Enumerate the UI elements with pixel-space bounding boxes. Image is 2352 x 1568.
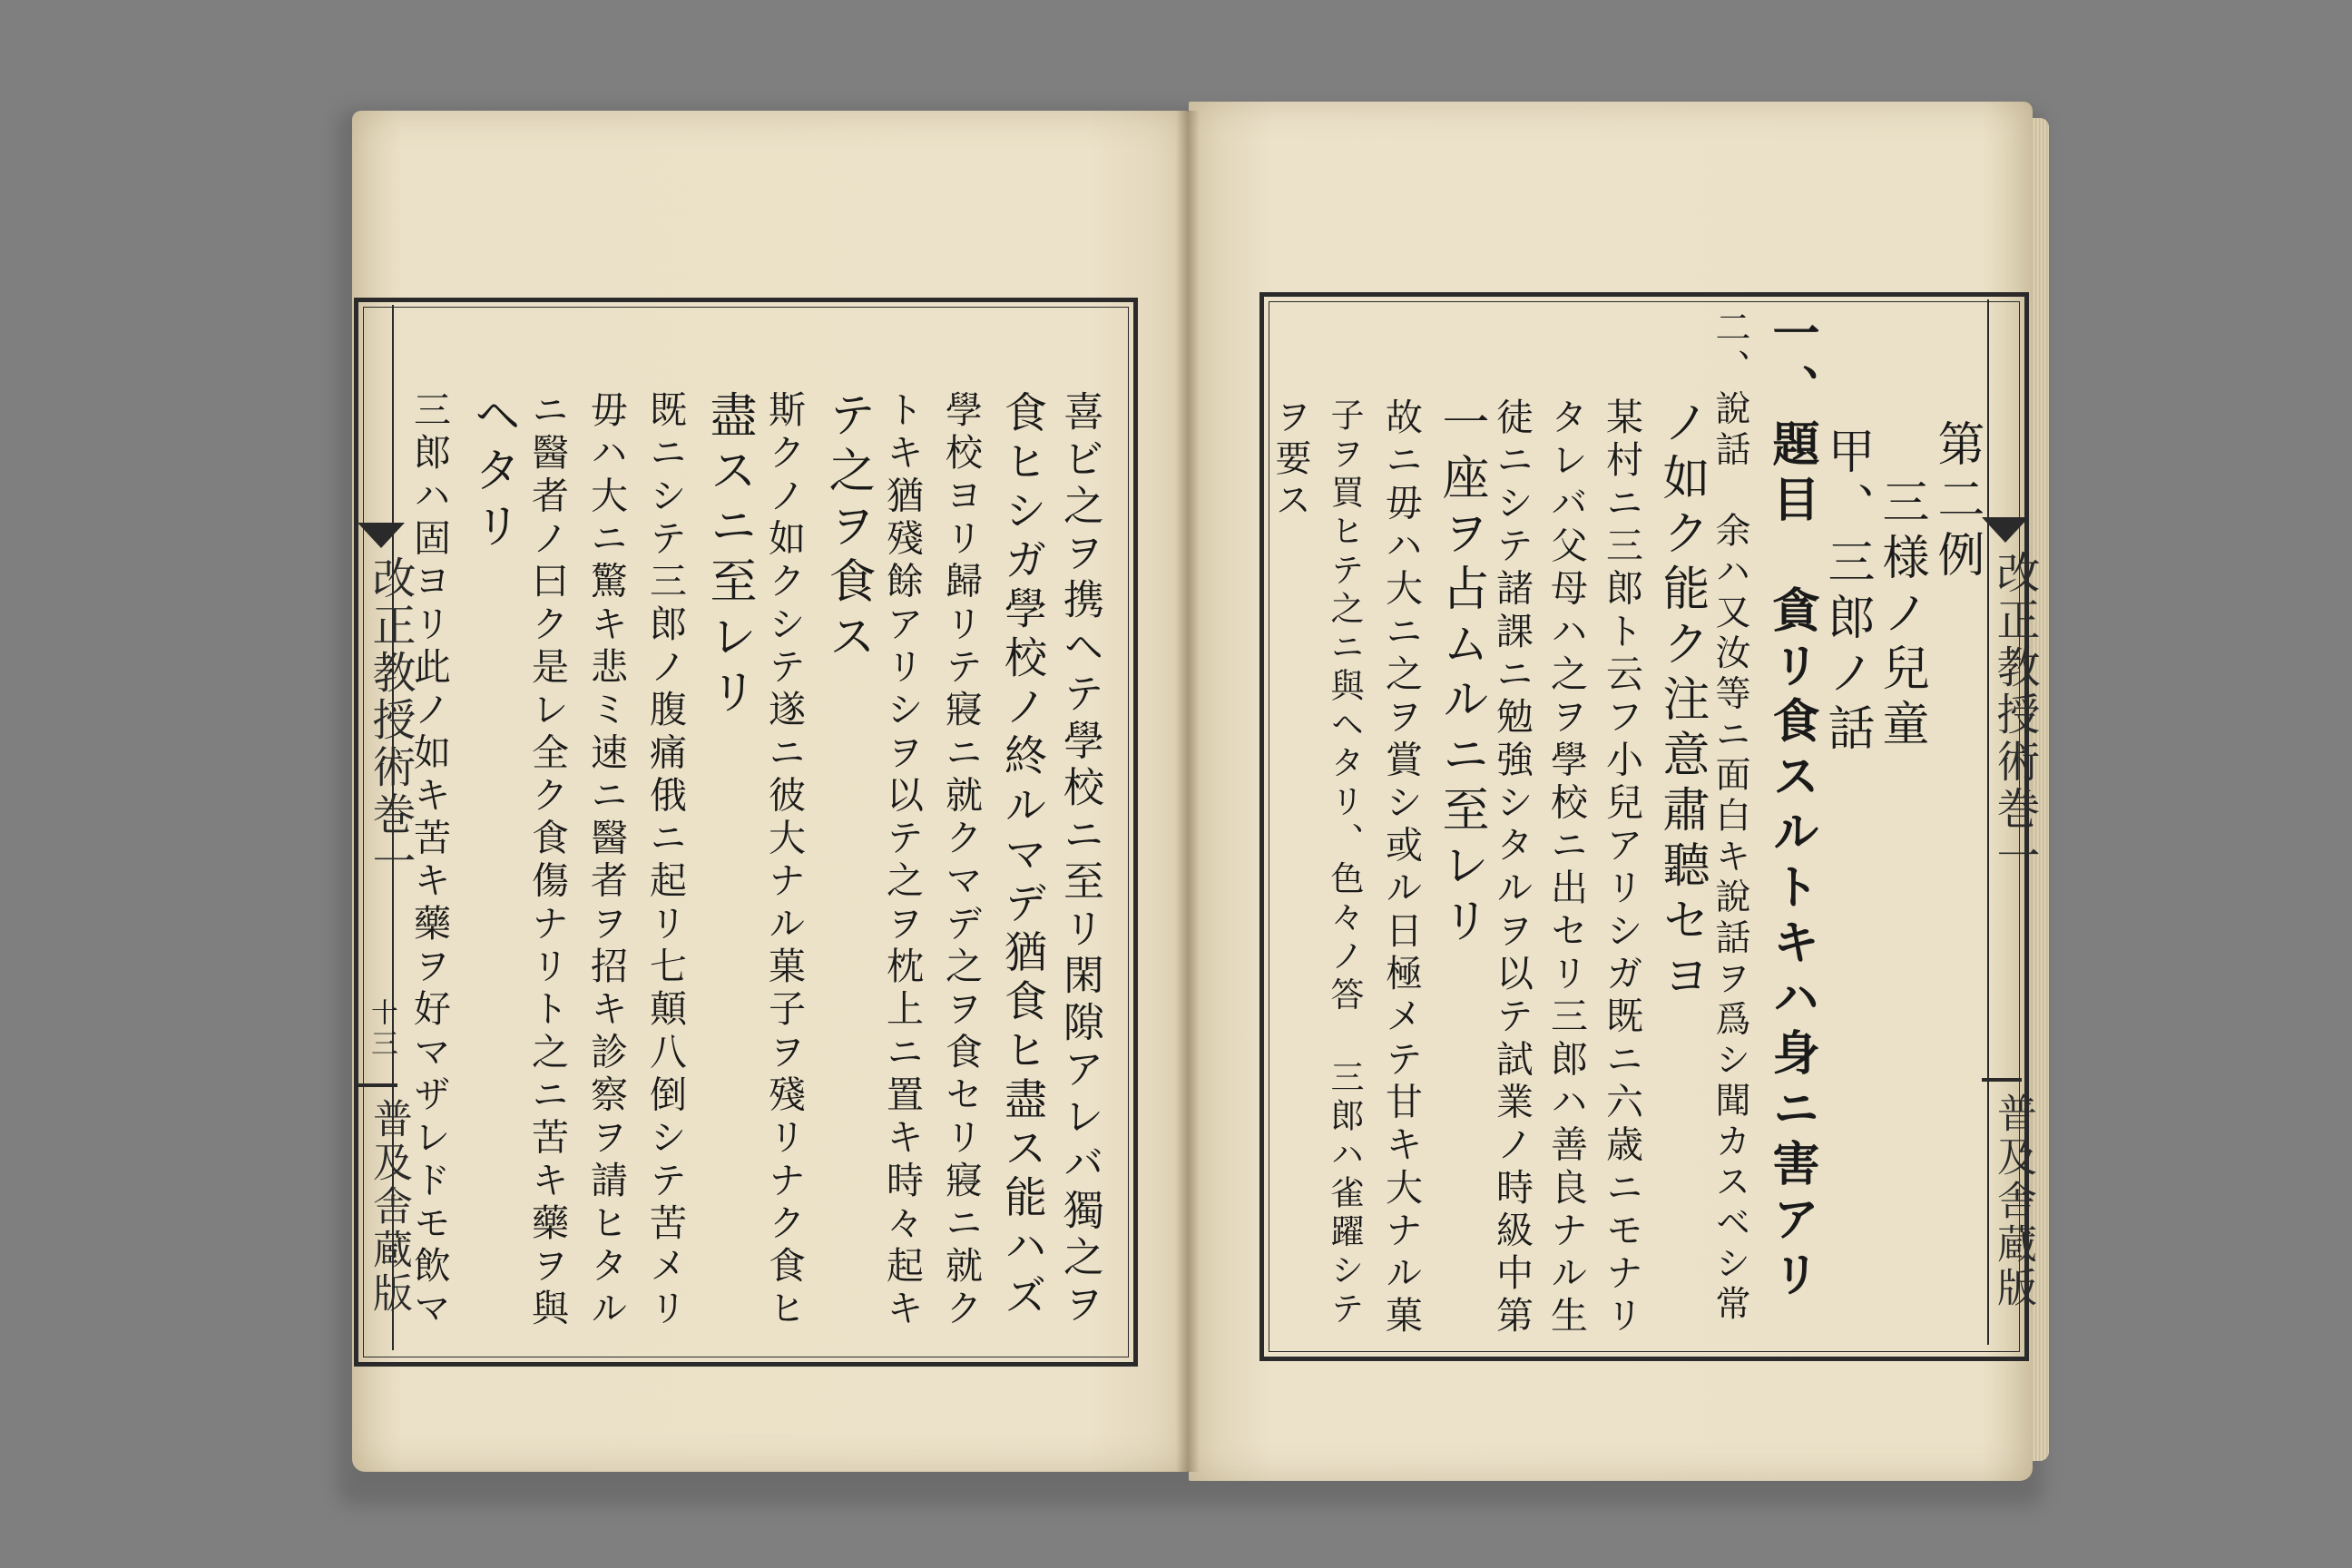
right-col-narration-1: 二、說話 余ハ又汝等ニ面白キ說話ヲ爲シ聞カスベシ常 xyxy=(1710,309,1750,1327)
right-col-topic: 一、題目 貪リ食スルトキハ身ニ害アリ xyxy=(1764,309,1819,1305)
right-col-story-title: 甲、三郎ノ話 xyxy=(1819,426,1874,759)
left-col-2: 食ヒシガ學校ノ終ルマデ猶食ヒ盡ス能ハズ xyxy=(997,390,1047,1322)
right-page-frame xyxy=(1259,292,2029,1361)
left-col-4: トキ猶殘餘アリシヲ以テ之ヲ枕上ニ置キ時々起キ xyxy=(880,390,924,1332)
right-col-narration-6: 一座ヲ占ムルニ至レリ xyxy=(1434,397,1488,951)
left-hanshin-divider xyxy=(358,1083,397,1087)
left-col-9: 毋ハ大ニ驚キ悲ミ速ニ醫者ヲ招キ診察ヲ請ヒタル xyxy=(584,390,628,1332)
left-col-11: ヘタリ xyxy=(466,390,520,556)
right-col-narration-2: ノ如ク能ク注意肅聽セヨ xyxy=(1654,397,1709,1006)
right-col-narration-5: 徒ニシテ諸課ニ勉強シタルヲ以テ試業ノ時級中第 xyxy=(1490,397,1534,1339)
right-col-narration-4: タレバ父母ハ之ヲ學校ニ出セリ三郎ハ善良ナル生 xyxy=(1544,397,1588,1339)
right-margin-title: 改正教授術巻一 xyxy=(1989,550,2040,880)
right-col-narration-7: 故ニ毋ハ大ニ之ヲ賞シ或ル日極メテ甘キ大ナル菓 xyxy=(1379,397,1423,1339)
right-col-narration-3: 某村ニ三郎ト云フ小兒アリシガ既ニ六歳ニモナリ xyxy=(1600,397,1643,1339)
right-col-narration-8: 子ヲ買ヒテ之ニ與ヘタリ、色々ノ答 三郎ハ雀躍シテ xyxy=(1325,397,1364,1330)
right-col-subtitle: 三様ノ兒童 xyxy=(1874,477,1928,754)
left-col-1: 喜ビ之ヲ携ヘテ學校ニ至リ閑隙アレバ獨之ヲ xyxy=(1056,390,1104,1329)
left-col-7: 盡スニ至レリ xyxy=(701,390,756,722)
left-folio: 十三 xyxy=(366,998,397,1060)
left-fishtail-top xyxy=(358,523,405,548)
left-col-10: ニ醫者ノ曰ク是レ全ク食傷ナリト之ニ苦キ藥ヲ與 xyxy=(525,390,569,1332)
left-col-6: 斯クノ如クシテ遂ニ彼大ナル菓子ヲ殘リナク食ヒ xyxy=(762,390,806,1332)
right-publisher: 普及舎蔵版 xyxy=(1990,1093,2036,1310)
left-publisher: 普及舎蔵版 xyxy=(366,1098,412,1316)
left-col-5: テ之ヲ食ス xyxy=(820,390,875,667)
left-col-12: 三郎ハ固ヨリ此ノ如キ苦キ藥ヲ好マザレドモ飲マ xyxy=(407,390,451,1332)
right-hanshin-divider xyxy=(1982,1078,2022,1082)
left-margin-title: 改正教授術巻一 xyxy=(365,555,416,886)
left-col-8: 既ニシテ三郎ノ腹痛俄ニ起リ七顛八倒シテ苦メリ xyxy=(643,390,687,1332)
right-col-section-title: 第二例 xyxy=(1929,419,1984,585)
right-fishtail-top xyxy=(1982,517,2029,543)
book-gutter xyxy=(1176,111,1200,1472)
right-col-note: ヲ要ス xyxy=(1269,397,1311,523)
left-col-3: 學校ヨリ歸リテ寢ニ就クマデ之ヲ食セリ寢ニ就ク xyxy=(939,390,983,1332)
